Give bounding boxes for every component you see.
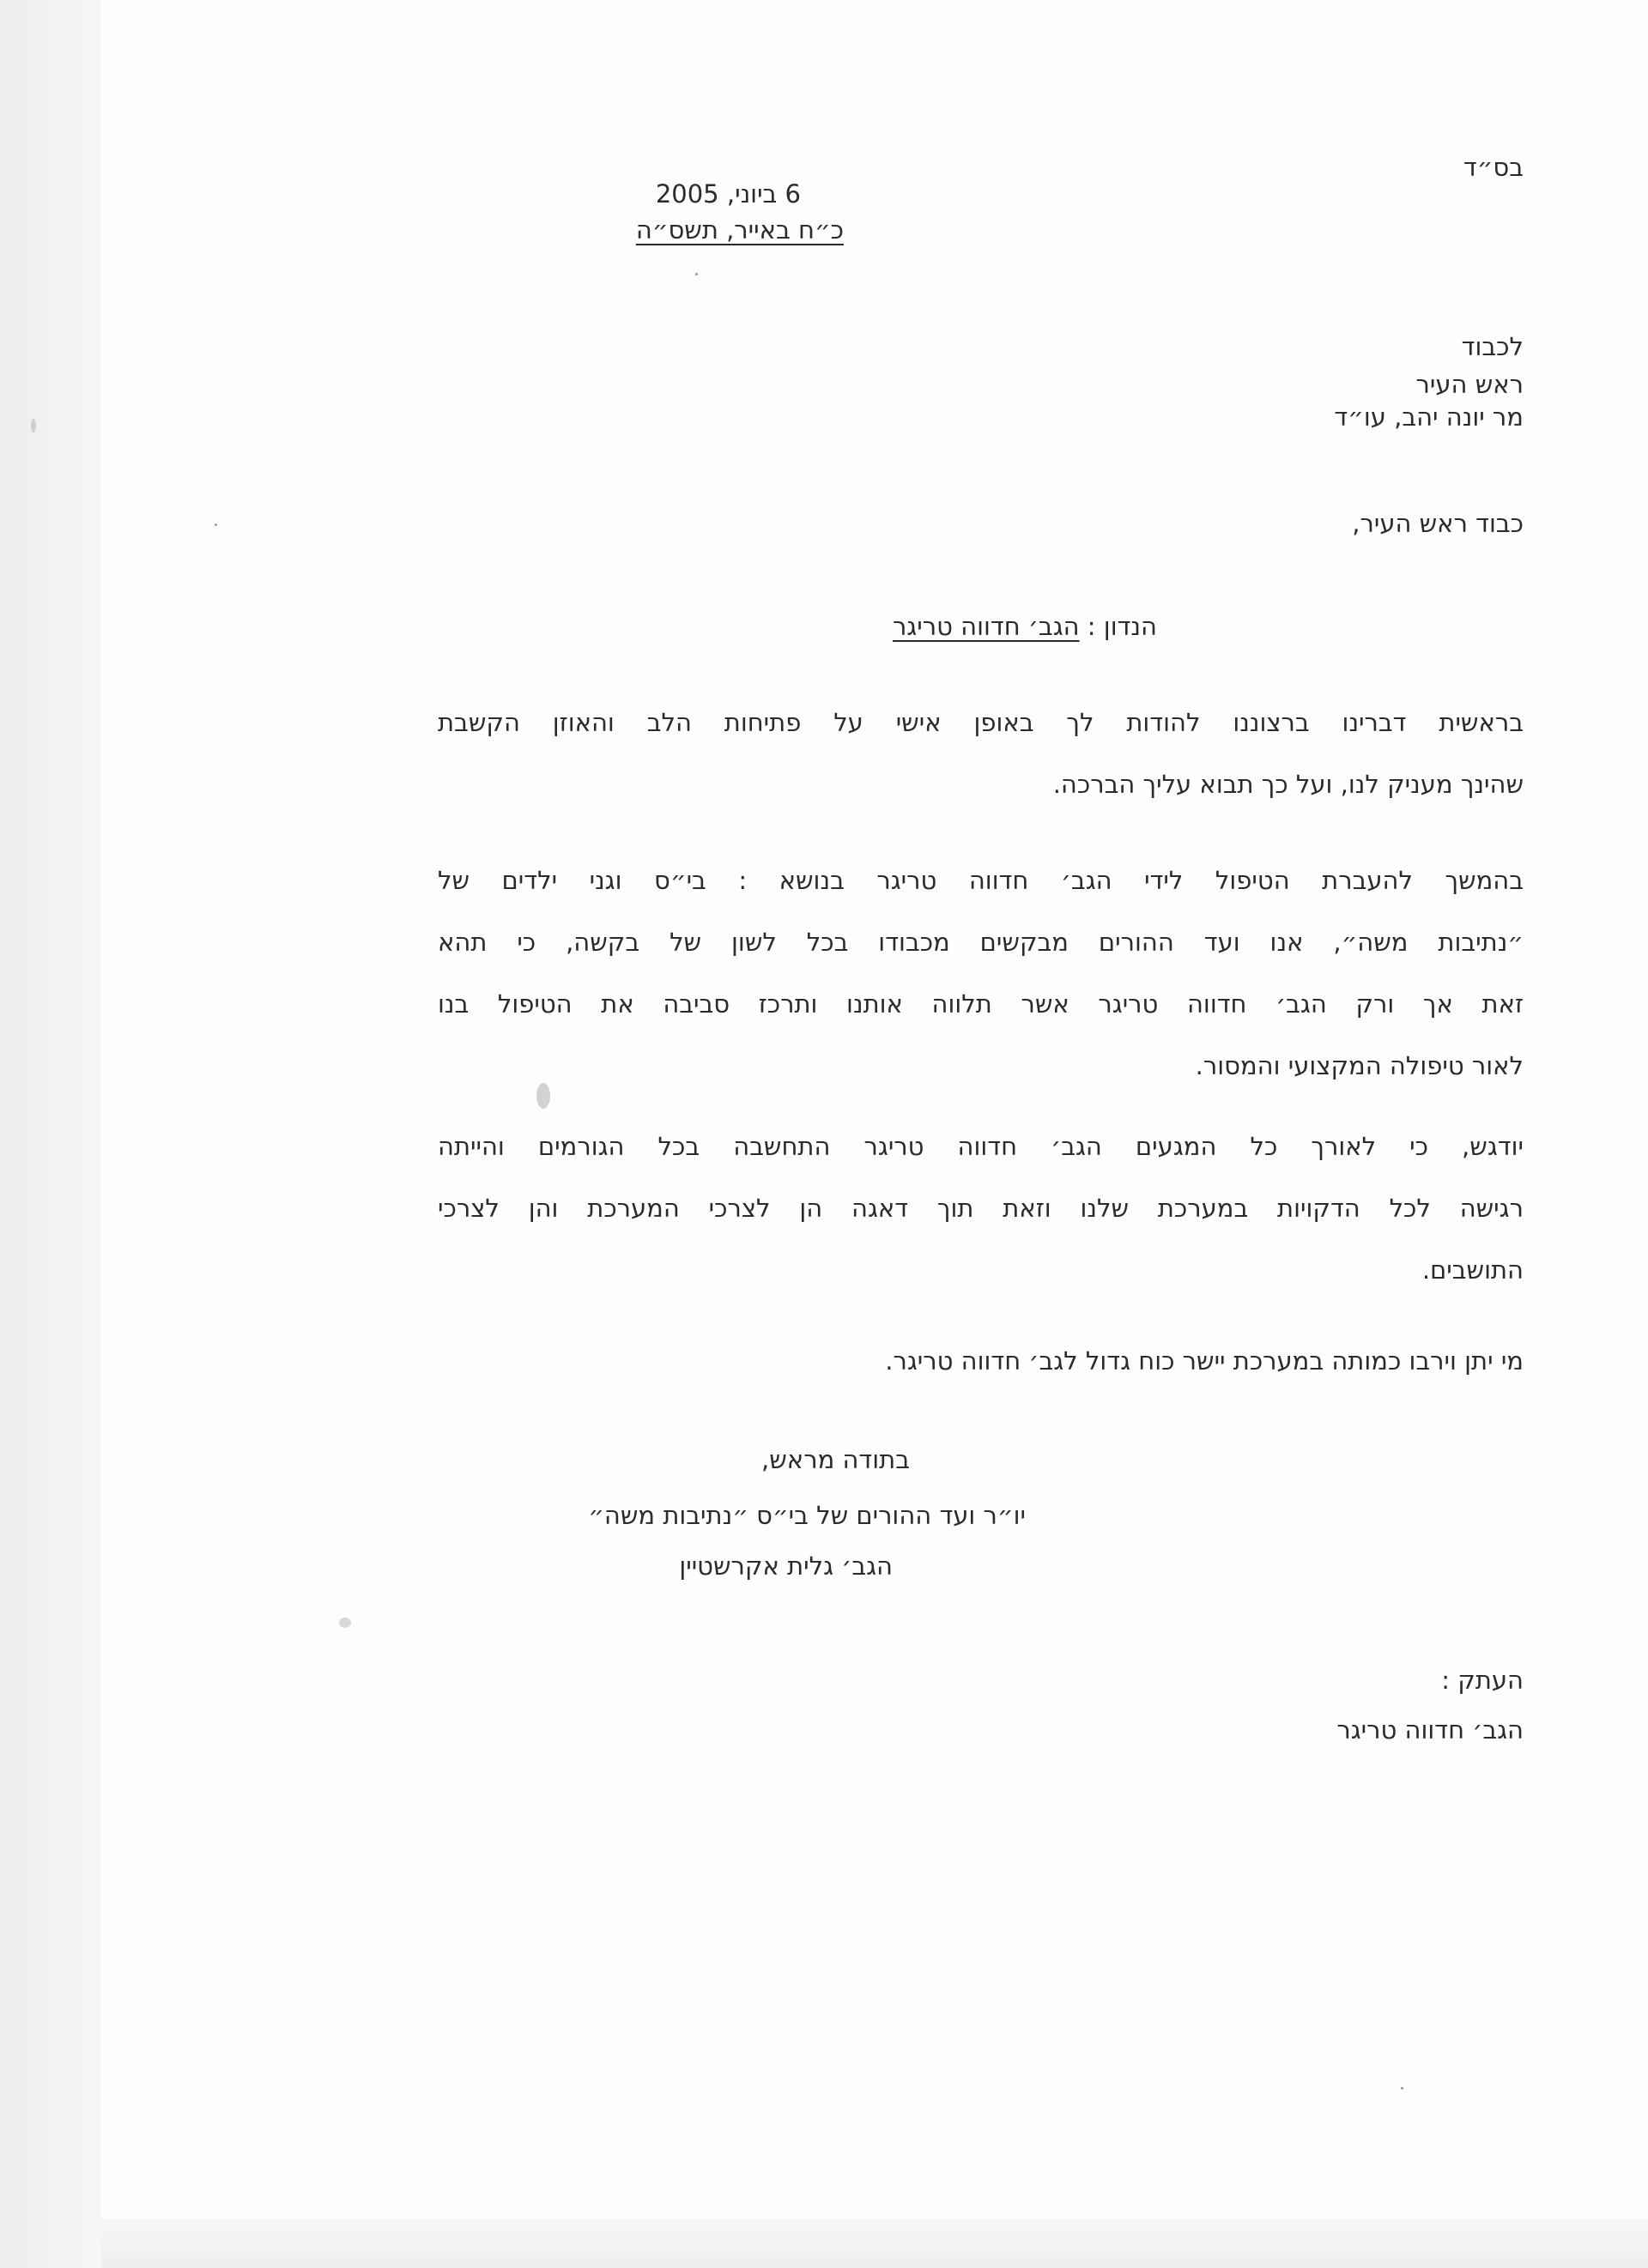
scan-speck <box>215 523 217 526</box>
signature-name: הגב׳ גלית אקרשטיין <box>679 1551 893 1581</box>
subject-line <box>831 611 1157 642</box>
subject-text: הגב׳ חדווה טריגר <box>892 612 1080 641</box>
recipient-line-2: ראש העיר <box>1415 370 1524 399</box>
signature-title: יו״ר ועד ההורים של בי״ס ״נתיבות משה״ <box>588 1501 1026 1530</box>
scan-speck <box>31 419 36 432</box>
signature-closing: בתודה מראש, <box>761 1445 910 1474</box>
body-paragraph-3 <box>438 1116 1524 1301</box>
date-hebrew: כ״ח באייר, תשס״ה <box>635 215 844 245</box>
salutation: כבוד ראש העיר, <box>1352 509 1524 538</box>
body-paragraph-4: מי יתן וירבו כמותה במערכת יישר כוח גדול לגב׳ חדווה טריגר. <box>885 1346 1524 1376</box>
scan-bottom-margin <box>101 2218 1648 2268</box>
scan-speck <box>1401 2087 1403 2090</box>
paragraph-2-line-3: זאת אך ורק הגב׳ חדווה טריגר אשר תלווה אותנו ותרכז סביבה את הטיפול בנו <box>438 989 1524 1019</box>
bsd-header: בס״ד <box>1463 153 1524 182</box>
scan-speck <box>695 273 698 275</box>
paragraph-3-line-1: יודגש, כי לאורך כל המגעים הגב׳ חדווה טריגר התחשבה בכל הגורמים והייתה <box>438 1132 1524 1161</box>
body-paragraph-1 <box>438 692 1524 815</box>
copy-label: העתק : <box>1441 1666 1524 1695</box>
recipient-line-3: מר יונה יהב, עו״ד <box>1334 402 1524 432</box>
copy-recipient: הגב׳ חדווה טריגר <box>1336 1715 1524 1745</box>
scan-left-margin <box>0 0 101 2268</box>
paragraph-3-line-2: רגישה לכל הדקויות במערכת שלנו וזאת תוך דאגה הן לצרכי המערכת והן לצרכי <box>438 1194 1524 1223</box>
body-paragraph-2 <box>438 850 1524 1097</box>
recipient-line-1: לכבוד <box>1461 332 1524 361</box>
paragraph-2-line-4: לאור טיפולה המקצועי והמסור. <box>1195 1051 1524 1080</box>
paragraph-1-line-1: בראשית דברינו ברצוננו להודות לך באופן אישי על פתיחות הלב והאוזן הקשבת <box>438 708 1524 737</box>
paragraph-2-line-2: ״נתיבות משה״, אנו ועד ההורים מבקשים מכבודו בכל לשון של בקשה, כי תהא <box>438 928 1524 957</box>
date-gregorian: 6 ביוני, 2005 <box>655 179 801 209</box>
paragraph-3-line-3: התושבים. <box>1421 1255 1524 1285</box>
paragraph-1-line-2: שהינך מעניק לנו, ועל כך תבוא עליך הברכה. <box>1052 770 1524 799</box>
paragraph-2-line-1: בהמשך להעברת הטיפול לידי הגב׳ חדווה טריגר בנושא : בי״ס וגני ילדים של <box>438 866 1524 895</box>
scan-speck <box>339 1618 351 1628</box>
subject-prefix: הנדון : <box>1079 612 1157 641</box>
